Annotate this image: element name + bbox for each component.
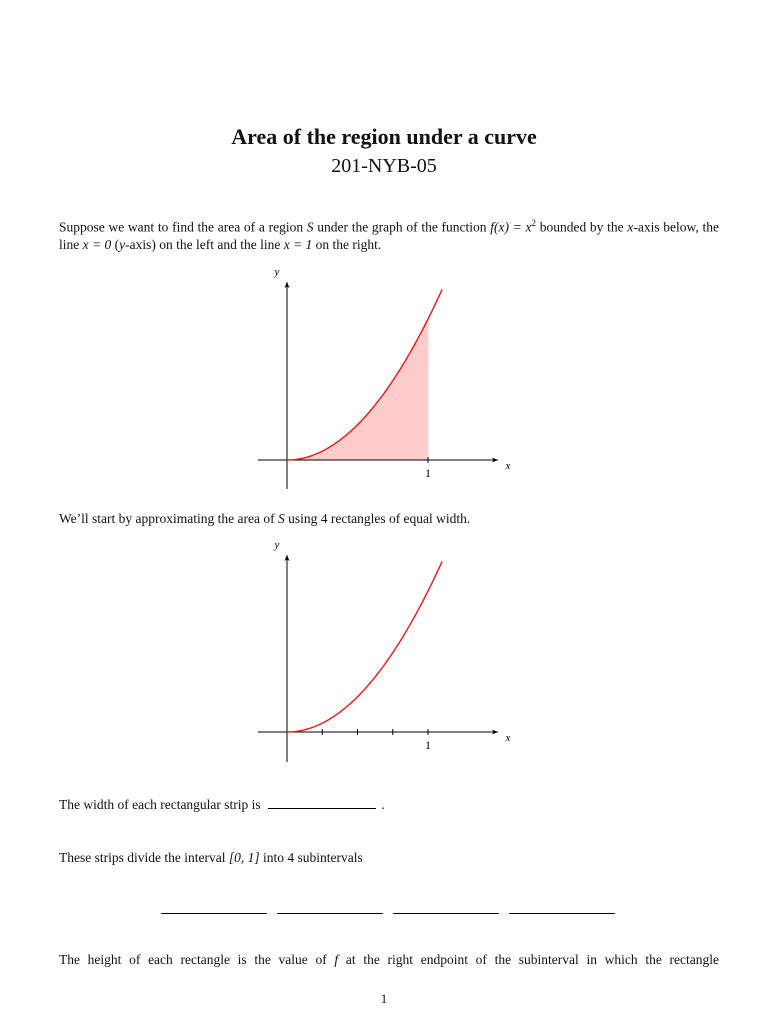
figure-2-x-label: x [505,732,511,744]
width-paragraph: The width of each rectangular strip is . [59,797,385,813]
figure-2-tick-label: 1 [425,738,431,752]
figure-2-y-label: y [274,539,280,551]
approx-paragraph: We’ll start by approximating the area of S using 4 rectangles of equal width. [59,511,471,526]
document-title: Area of the region under a curve [231,124,537,149]
figure-1-y-label: y [274,266,280,278]
intro-paragraph: Suppose we want to find the area of a region S under the graph of the function $f(x) = x^2$ bounded by the x-axis below, the line x = 0 (y-axis) on the left and the line x = 1 on the right. [59,218,719,252]
height-paragraph: The height of each rectangle is the value of f at the right endpoint of the subinterval in which the rectangle [59,952,719,967]
figure-1-shaded-area [287,319,428,460]
figure-1-tick-label: 1 [425,466,431,480]
page-number: 1 [380,991,388,1006]
document-subtitle: 201-NYB-05 [331,155,437,177]
strips-paragraph: These strips divide the interval [0, 1] into 4 subintervals [59,850,363,865]
figure-2-curve [287,561,442,732]
figure-1-x-label: x [505,460,511,472]
